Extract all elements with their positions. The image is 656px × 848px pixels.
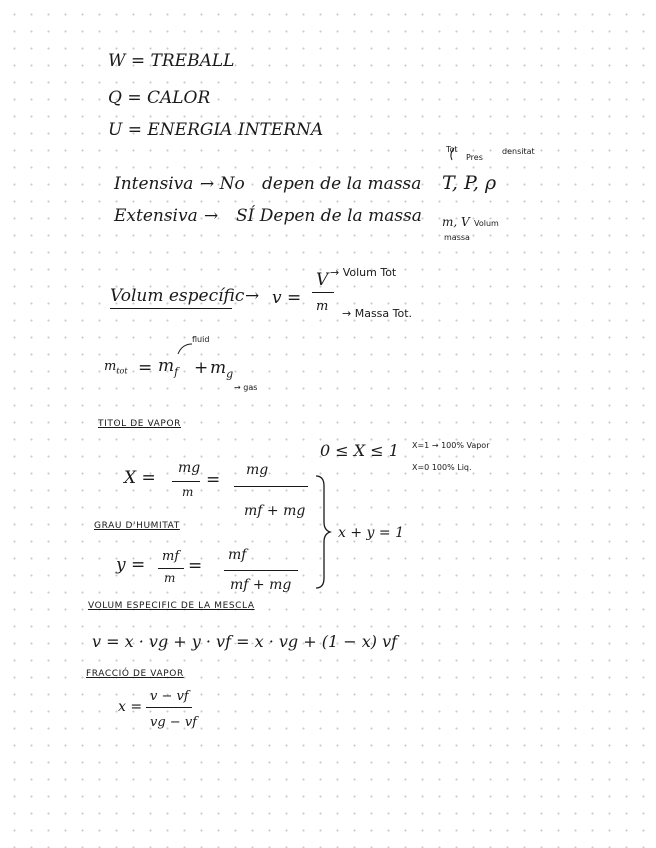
quality-heading: TITOL DE VAPOR	[98, 419, 181, 429]
humidity-num2: mf	[228, 547, 247, 563]
specific-volume-num: V	[316, 270, 329, 290]
intensive-label: Intensiva	[114, 174, 194, 194]
mixture-heading: VOLUM ESPECIFIC DE LA MESCLA	[88, 601, 255, 611]
vapor-fraction-heading: FRACCIÓ DE VAPOR	[86, 669, 184, 679]
specific-volume-underline	[110, 308, 232, 309]
quality-sum: x + y = 1	[338, 525, 404, 541]
quality-fraction-bar-2	[234, 486, 308, 487]
humidity-fraction-bar-2	[224, 570, 298, 571]
quality-den1: m	[182, 485, 194, 499]
mixture-formula: v = x · vg + y · vf = x · vg + (1 − x) vf	[92, 632, 398, 651]
mass-gas-term: $m_g$	[210, 358, 234, 381]
humidity-num1: mf	[162, 549, 180, 564]
humidity-heading: GRAU D'HUMITAT	[94, 521, 180, 531]
def-heat: Q = CALOR	[108, 88, 211, 108]
quality-den2: mf + mg	[244, 503, 306, 519]
specific-volume-fraction-bar	[312, 292, 334, 293]
specific-volume-lhs: v =	[272, 288, 302, 308]
quality-eq: =	[206, 470, 221, 490]
mass-fluid-term: $m_f$	[158, 356, 179, 379]
mass-plus: +	[194, 358, 209, 378]
extensive-text: SÍ Depen de la massa	[236, 206, 422, 226]
quality-note-liquid: X=0 100% Liq.	[412, 463, 472, 472]
mass-equals: =	[138, 358, 153, 378]
vapor-fraction-bar	[146, 707, 192, 708]
quality-fraction-bar-1	[172, 481, 200, 482]
intensive-text: depen de la massa	[262, 174, 422, 194]
note-tot: Tot	[446, 145, 458, 154]
fluid-note: fluid	[192, 335, 210, 344]
humidity-den2: mf + mg	[230, 577, 292, 593]
gas-note: → gas	[234, 383, 258, 392]
vapor-fraction-den: vg − vf	[150, 715, 197, 730]
specific-volume-arrow: →	[245, 286, 260, 306]
vapor-fraction-num: v − vf	[150, 689, 189, 704]
extensive-label: Extensiva	[114, 206, 198, 226]
humidity-eq: =	[188, 556, 203, 576]
note-massa: massa	[444, 233, 470, 242]
note-volum: Volum	[474, 219, 499, 228]
total-volume-note: → Volum Tot	[330, 266, 397, 279]
quality-note-vapor: X=1 → 100% Vapor	[412, 441, 490, 450]
mass-total-lhs: $m_{tot}$	[104, 359, 128, 376]
vapor-fraction-lhs: x =	[118, 699, 143, 715]
def-internal-energy: U = ENERGIA INTERNA	[108, 120, 324, 140]
note-pres: Pres	[466, 153, 483, 162]
intensive-arrow: → No	[200, 174, 245, 194]
fluid-hook-arrow	[178, 344, 192, 354]
right-brace	[316, 476, 330, 588]
quality-num2: mg	[246, 462, 269, 478]
humidity-fraction-bar-1	[158, 568, 184, 569]
extensive-vars: m, V	[442, 215, 470, 229]
humidity-den1: m	[164, 571, 176, 585]
def-work: W = TREBALL	[108, 51, 235, 71]
humidity-lhs: y =	[116, 555, 146, 575]
specific-volume-label: Volum específic	[110, 286, 245, 306]
quality-num1: mg	[178, 460, 201, 476]
quality-lhs: X =	[124, 468, 156, 488]
quality-range: 0 ≤ X ≤ 1	[320, 441, 399, 460]
total-mass-note: → Massa Tot.	[342, 307, 413, 320]
intensive-vars: T, P, ρ	[442, 172, 497, 194]
note-densitat: densitat	[502, 147, 535, 156]
specific-volume-den: m	[316, 299, 329, 314]
extensive-arrow: →	[204, 206, 219, 226]
